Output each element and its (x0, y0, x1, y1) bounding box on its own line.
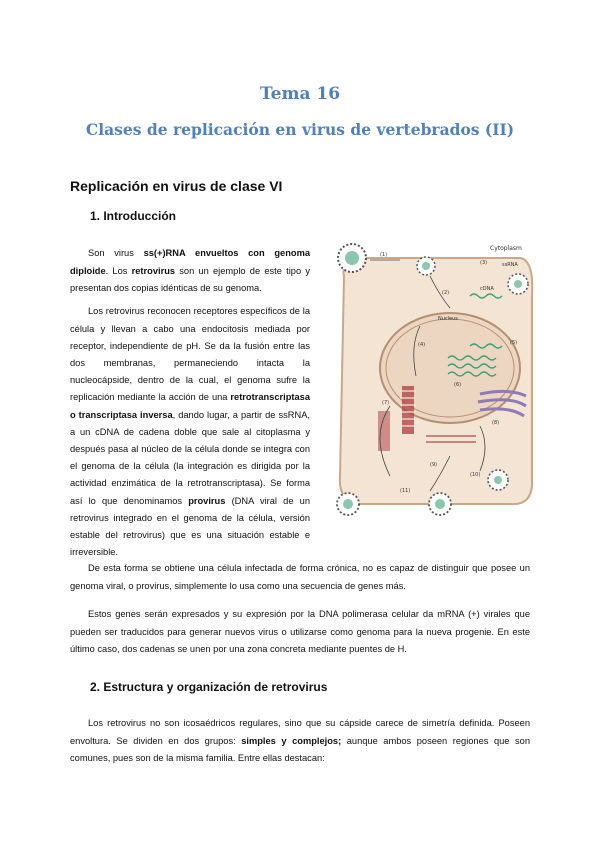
intro-paragraph-4: Estos genes serán expresados y su expresión por la DNA polimerasa celular da mRNA (+) virales que pueden ser traducidos para generar nuevos virus o utilizarse como genoma para la nueva progenie. En este último caso, dos cadenas se unen por una zona concreta mediante puentes de H. (70, 609, 530, 654)
step-label-8: (8) (492, 420, 500, 426)
virion-budding-left (337, 493, 359, 515)
virion-budding-center (429, 493, 451, 515)
step-label-2: (2) (442, 290, 450, 296)
virion-budding-right (488, 470, 508, 490)
cytoplasm-label: Cytoplasm (490, 245, 522, 252)
virion-endosome (417, 257, 435, 275)
structure-paragraph-1: Los retrovirus no son icosaédricos regulares, sino que su cápside carece de simetría definida. Poseen envoltura. Se dividen en dos grupos: simples y complejos; aunque ambos poseen regiones que son comunes, pues son de la misma familia. Entre ellas destacan: (70, 718, 531, 763)
virion-top-right (508, 274, 528, 294)
step-label-11: (11) (400, 488, 411, 494)
subsection-heading-intro: 1. Introducción (90, 209, 177, 223)
section-heading: Replicación en virus de clase VI (70, 178, 283, 194)
step-label-4: (4) (418, 342, 426, 348)
nucleus-label: Nucleus (438, 316, 458, 322)
intro-paragraph-2: Los retrovirus reconocen receptores específicos de la célula y llevan a cabo una endocitosis mediada por receptor, independiente de pH. Se da la fusión entre las dos membranas, permaneciendo intacta la nucleocápside, dentro de la cual, el genoma sufre la replicación mediante la acción de una retrotranscriptasa o transcriptasa inversa, dando lugar, a partir de ssRNA, a un cDNA de cadena doble que sale al citoplasma y después pasa al núcleo de la célula donde se integra con el genoma de la célula (la integración es dirigida por la actividad enzimática de la retrotranscriptasa). Se forma así lo que denominamos provirus (DNA viral de un retrovirus integrado en el genoma de la célula, versión estable del retrovirus) que es una situación estable e irreversible. (70, 306, 310, 558)
rna-label: ssRNA (502, 262, 518, 268)
step-label-10: (10) (470, 472, 481, 478)
red-block (402, 386, 414, 434)
retrovirus-replication-figure (330, 236, 536, 522)
step-label-7: (7) (382, 400, 390, 406)
virion-entering (338, 244, 366, 272)
step-label-9: (9) (430, 462, 438, 468)
intro-paragraph-1: Son virus ss(+)RNA envueltos con genoma diploide. Los retrovirus son un ejemplo de este tipo y presentan dos copias idénticas de su genoma. (70, 248, 311, 293)
step-label-6: (6) (454, 382, 462, 388)
cdna-label: cDNA (480, 286, 494, 292)
lesson-subtitle: Clases de replicación en virus de vertebrados (II) (85, 120, 515, 139)
step-label-5: (5) (510, 340, 518, 346)
step-label-1: (1) (380, 252, 388, 258)
subsection-heading-structure: 2. Estructura y organización de retrovirus (90, 680, 328, 694)
step-label-3: (3) (480, 260, 488, 266)
intro-paragraph-3: De esta forma se obtiene una célula infectada de forma crónica, no es capaz de distinguir que posee un genoma viral, o provirus, simplemente lo usa como una secuencia de genes más. (70, 563, 530, 591)
tema-title: Tema 16 (259, 84, 341, 104)
nucleus (380, 313, 520, 423)
